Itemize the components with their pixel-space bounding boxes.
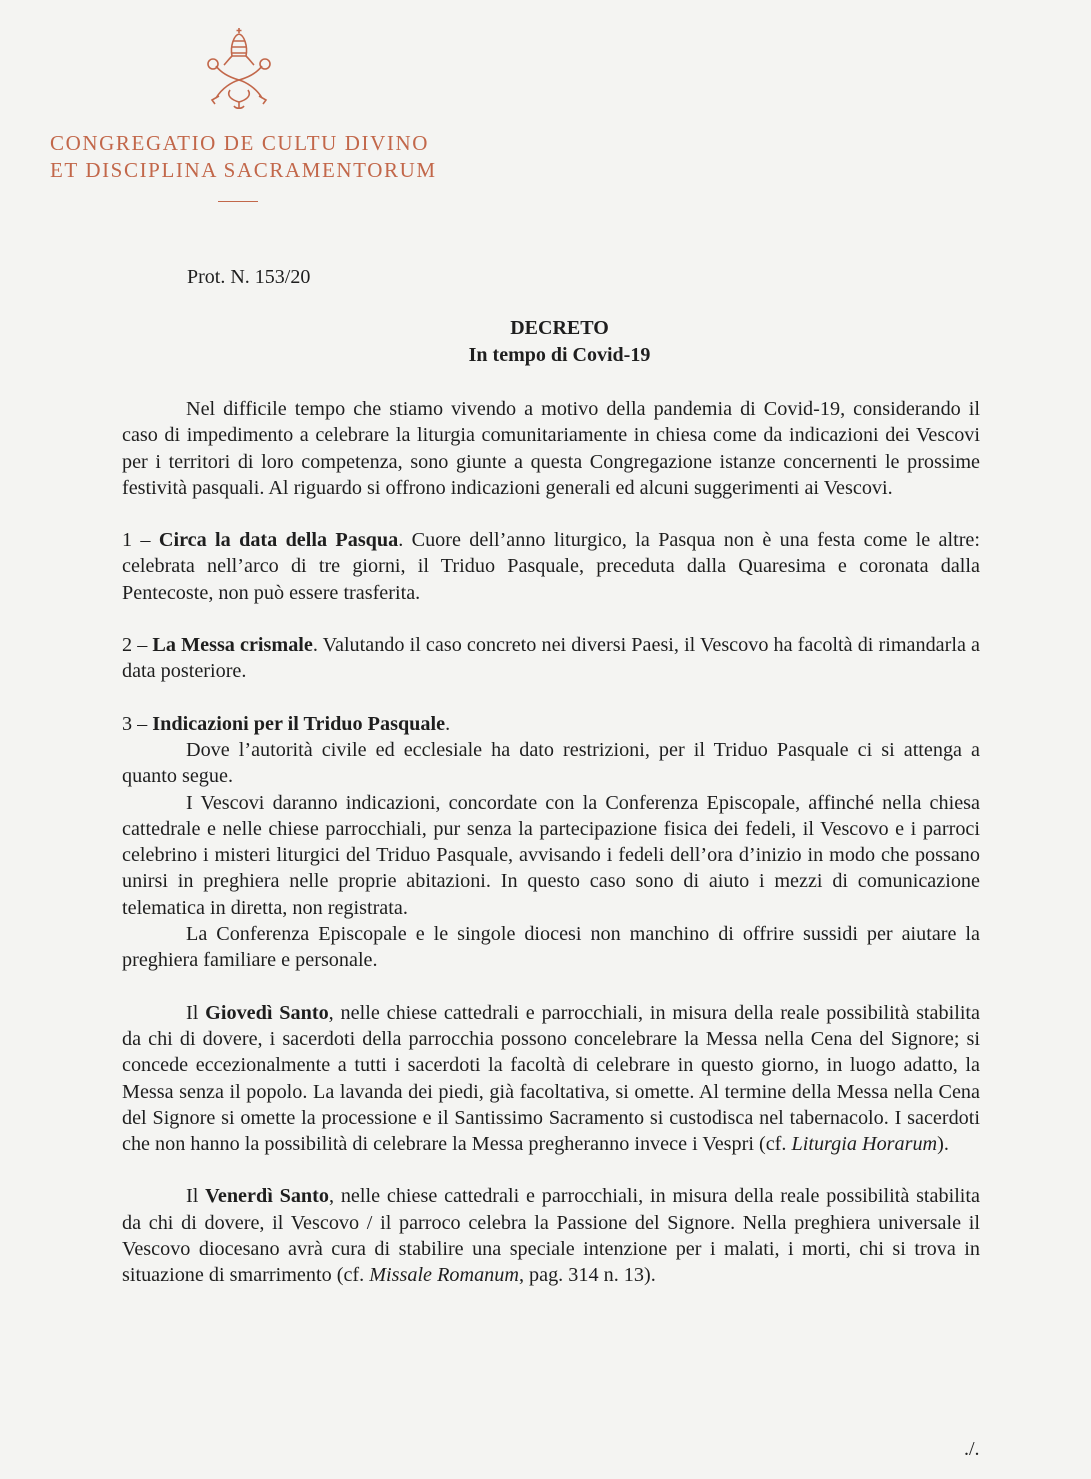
- section-3-paragraph: I Vescovi daranno indicazioni, concordate con la Conferenza Episcopale, affinché nella chiesa cattedrale e nelle chiese parrocchiali, pur senza la partecipazione fisica dei fedeli, il Vescovo e i parroci celebrino i misteri liturgici del Triduo Pasquale, avvisando i fedeli dell’ora d’inizio in modo che possano unirsi in preghiera nelle proprie abitazioni. In questo caso sono di aiuto i mezzi di comunicazione telematica in diretta, non registrata.: [122, 791, 980, 919]
- holy-thursday-tail: ).: [937, 1133, 949, 1156]
- section-3-text: .: [445, 712, 451, 735]
- section-3-paragraph: La Conferenza Episcopale e le singole diocesi non manchino di offrire sussidi per aiutare la preghiera familiare e personale.: [122, 923, 980, 972]
- holy-thursday-citation: Liturgia Horarum: [791, 1133, 938, 1156]
- section-2-heading: La Messa crismale: [152, 634, 313, 657]
- section-2-text: . Valutando il caso concreto nei diversi Paesi, il Vescovo ha facoltà di rimandarla a data posteriore.: [122, 634, 981, 683]
- section-3-paragraph: Dove l’autorità civile ed ecclesiale ha dato restrizioni, per il Triduo Pasquale ci si attenga a quanto segue.: [122, 738, 980, 788]
- decree-body: [122, 396, 980, 1289]
- protocol-number: Prot. N. 153/20: [187, 266, 311, 288]
- good-friday-text: , nelle chiese cattedrali e parrocchiali, in misura della reale possibilità stabilita da chi di dovere, il Vescovo / il parroco celebra la Passione del Signore. Nella preghiera universale il Vescovo diocesano avrà cura di stabilire una speciale intenzione per i malati, i morti, chi si trova in situazione di smarrimento (cf.: [122, 1185, 980, 1287]
- good-friday-pre: Il: [186, 1185, 206, 1208]
- heading-line-2: ET DISCIPLINA SACRAMENTORUM: [50, 158, 437, 182]
- continuation-mark: ./.: [964, 1438, 980, 1460]
- section-1-text: . Cuore dell’anno liturgico, la Pasqua non è una festa come le altre: celebrata nell’arco di tre giorni, il Triduo Pasquale, preceduta dalla Quaresima e coronata dalla Pentecoste, non può essere trasferita.: [122, 529, 980, 604]
- section-2: [122, 632, 980, 685]
- heading-divider: [218, 201, 258, 202]
- good-friday-tail: , pag. 314 n. 13).: [518, 1264, 656, 1287]
- heading-line-1: CONGREGATIO DE CULTU DIVINO: [50, 131, 429, 155]
- section-3-heading: Indicazioni per il Triduo Pasquale: [152, 712, 446, 735]
- good-friday-heading: Venerdì Santo: [205, 1185, 329, 1208]
- congregation-heading: [50, 130, 437, 184]
- section-1-heading: Circa la data della Pasqua: [158, 529, 399, 552]
- good-friday-citation: Missale Romanum: [369, 1264, 519, 1287]
- section-3-number: 3 –: [122, 712, 148, 735]
- section-3: [122, 711, 980, 737]
- intro-paragraph: Nel difficile tempo che stiamo vivendo a motivo della pandemia di Covid-19, considerando il caso di impedimento a celebrare la liturgia comunitariamente in chiesa come da indicazioni dei Vescovi per i territori di loro competenza, sono giunte a questa Congregazione istanze concernenti le prossime festività pasquali. Al riguardo si offrono indicazioni generali ed alcuni suggerimenti ai Vescovi.: [122, 398, 980, 499]
- decree-subtitle: In tempo di Covid-19: [468, 344, 651, 366]
- section-2-number: 2 –: [122, 634, 148, 657]
- good-friday-paragraph: [122, 1183, 980, 1288]
- holy-thursday-pre: Il: [186, 1001, 206, 1024]
- holy-thursday-heading: Giovedì Santo: [205, 1001, 329, 1024]
- section-1: [122, 527, 980, 606]
- holy-thursday-text: , nelle chiese cattedrali e parrocchiali, in misura della reale possibilità stabilita da chi di dovere, i sacerdoti della parrocchia possono concelebrare la Messa nella Cena del Signore; si concede eccezionalmente a tutti i sacerdoti la facoltà di celebrare in questo giorno, in luogo adatto, la Messa senza il popolo. La lavanda dei piedi, già facoltativa, si omette. Al termine della Messa nella Cena del Signore si omette la processione e il Santissimo Sacramento si custodisca nel tabernacolo. I sacerdoti che non hanno la possibilità di celebrare la Messa pregheranno invece i Vespri (cf.: [122, 1001, 980, 1156]
- papal-coat-of-arms-icon: [202, 26, 276, 110]
- decree-title: DECRETO: [510, 317, 609, 339]
- holy-thursday-paragraph: [122, 1000, 980, 1158]
- section-1-number: 1 –: [122, 529, 151, 552]
